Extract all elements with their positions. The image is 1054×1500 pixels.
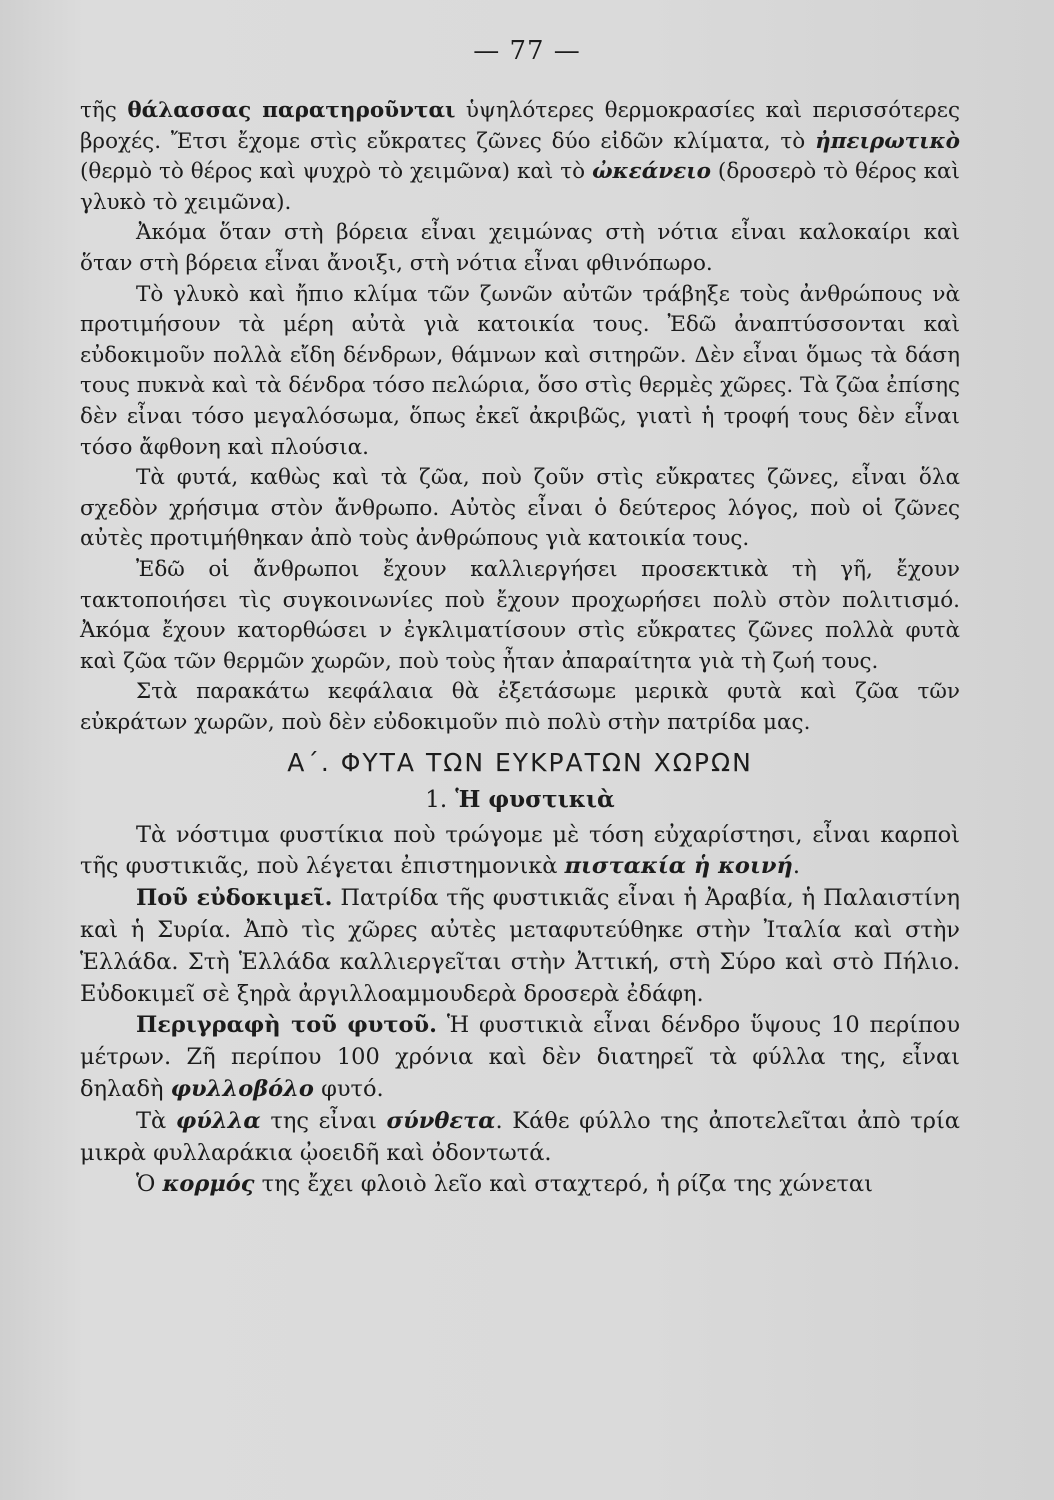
text-run: Τὰ <box>136 1107 176 1134</box>
text-run: (θερμὸ τὸ θέρος καὶ ψυχρὸ τὸ χειμῶνα) καὶ τὸ <box>80 159 593 185</box>
text-run: (δροσερὸ τὸ θέρος καὶ γλυκὸ τὸ χειμῶνα). <box>80 159 960 215</box>
text-run: φυτό. <box>313 1076 384 1103</box>
paragraph-1 <box>80 96 960 218</box>
paragraph-3: Τὸ γλυκὸ καὶ ἤπιο κλίμα τῶν ζωνῶν αὐτῶν τράβηξε τοὺς ἀνθρώπους νὰ προτιμήσουν τὰ μέρη αὐτὰ γιὰ κατοικία τους. Ἐδῶ ἀναπτύσσονται καὶ εὐδοκιμοῦν πολλὰ εἴδη δένδρων, θάμνων καὶ σιτηρῶν. Δὲν εἶναι ὅμως τὰ δάση τους πυκνὰ καὶ τὰ δένδρα τόσο πελώρια, ὅσο στὶς θερμὲς χῶρες. Τὰ ζῶα ἐπίσης δὲν εἶναι τόσο μεγαλόσωμα, ὅπως ἐκεῖ ἀκριβῶς, γιατὶ ἡ τροφή τους δὲν εἶναι τόσο ἄφθονη καὶ πλούσια. <box>80 281 960 460</box>
section-paragraph-1 <box>80 820 960 884</box>
body-text <box>80 96 960 1201</box>
text-run: . Κάθε φύλλο της ἀποτελεῖται ἀπὸ τρία μικρὰ φυλλαράκια ᾠοειδῆ καὶ ὀδοντωτά. <box>80 1107 960 1166</box>
emphasis-term: πιστακία ἡ κοινή <box>564 853 793 880</box>
emphasis-term: φύλλα <box>175 1107 261 1134</box>
run-in-heading: Ποῦ εὐδοκιμεῖ. <box>136 885 333 912</box>
paragraph-6: Στὰ παρακάτω κεφάλαια θὰ ἐξετάσωμε μερικὰ φυτὰ καὶ ζῶα τῶν εὐκράτων χωρῶν, ποὺ δὲν εὐδοκιμοῦν πιὸ πολὺ στὴν πατρίδα μας. <box>80 679 960 735</box>
text-run: Ὁ <box>136 1171 163 1198</box>
text-run: Πατρίδα τῆς φυστικιᾶς εἶναι ἡ Ἀραβία, ἡ Παλαιστίνη καὶ ἡ Συρία. Ἀπὸ τὶς χῶρες αὐτὲς μεταφυτεύθηκε στὴν Ἰταλία καὶ στὴν Ἑλλάδα. Στὴ Ἑλλάδα καλλιεργεῖται στὴν Ἀττική, στὴ Σύρο καὶ στὸ Πήλιο. Εὐδοκιμεῖ σὲ ξηρὰ ἀργιλλοαμμουδερὰ δροσερὰ ἐδάφη. <box>80 885 960 1007</box>
section-paragraph-2 <box>80 883 960 1010</box>
bold-run: θάλασσας παρατηροῦνται <box>127 98 456 123</box>
section-number: 1. <box>425 787 448 814</box>
text-run: της εἶναι <box>260 1107 387 1134</box>
emphasis-term: κορμός <box>162 1171 255 1198</box>
section-title <box>80 785 960 816</box>
text-run: Τὰ νόστιμα φυστίκια ποὺ τρώγομε μὲ τόση εὐχαρίστησι, εἶναι καρποὶ τῆς φυστικιᾶς, ποὺ λέγεται ἐπιστημονικὰ <box>80 821 960 880</box>
run-in-heading: Περιγραφὴ τοῦ φυτοῦ. <box>136 1012 437 1039</box>
emphasis-term: σύνθετα <box>386 1107 496 1134</box>
paragraph-5: Ἐδῶ οἱ ἄνθρωποι ἔχουν καλλιεργήσει προσεκτικὰ τὴ γῆ, ἔχουν τακτοποιήσει τὶς συγκοινωνίες ποὺ ἔχουν προχωρήσει πολὺ στὸν πολιτισμό. Ἀκόμα ἔχουν κατορθώσει ν ἐγκλιματίσουν στὶς εὔκρατες ζῶνες πολλὰ φυτὰ καὶ ζῶα τῶν θερμῶν χωρῶν, ποὺ τοὺς ἦταν ἀπαραίτητα γιὰ τὴ ζωή τους. <box>80 556 960 674</box>
text-run: . <box>792 853 800 880</box>
section-paragraph-5 <box>80 1169 960 1201</box>
text-run: της ἔχει φλοιὸ λεῖο καὶ σταχτερό, ἡ ρίζα της χώνεται <box>254 1171 873 1198</box>
chapter-title: Α΄. ΦΥΤΑ ΤΩΝ ΕΥΚΡΑΤΩΝ ΧΩΡΩΝ <box>287 748 753 778</box>
paragraph-2: Ἀκόμα ὅταν στὴ βόρεια εἶναι χειμώνας στὴ νότια εἶναι καλοκαίρι καὶ ὅταν στὴ βόρεια εἶναι ἄνοιξι, στὴ νότια εἶναι φθινόπωρο. <box>80 220 960 276</box>
text-run: ὑψηλότερες θερμοκρασίες καὶ περισσότερες βροχές. Ἔτσι ἔχομε στὶς εὔκρατες ζῶνες δύο εἰδῶν κλίματα, τὸ <box>80 98 960 154</box>
emphasis-term: ὠκεάνειο <box>592 159 711 185</box>
text-run: τῆς <box>80 98 117 123</box>
page-number: — 77 — <box>473 36 581 66</box>
text-run: Ἡ φυστικιὰ εἶναι δένδρο ὕψους 10 περίπου μέτρων. Ζῆ περίπου 100 χρόνια καὶ δὲν διατηρεῖ τὰ φύλλα της, εἶναι δηλαδὴ <box>80 1012 961 1103</box>
section-paragraph-3 <box>80 1010 960 1105</box>
paragraph-4: Τὰ φυτά, καθὼς καὶ τὰ ζῶα, ποὺ ζοῦν στὶς εὔκρατες ζῶνες, εἶναι ὅλα σχεδὸν χρήσιμα στὸν ἄνθρωπο. Αὐτὸς εἶναι ὁ δεύτερος λόγος, ποὺ οἱ ζῶνες αὐτὲς προτιμήθηκαν ἀπὸ τοὺς ἀνθρώπους γιὰ κατοικία τους. <box>80 465 960 552</box>
emphasis-term: φυλλοβόλο <box>170 1076 314 1103</box>
section-heading: Ἡ φυστικιὰ <box>455 786 615 814</box>
emphasis-term: ἠπειρωτικὸ <box>815 128 960 154</box>
section-paragraph-4 <box>80 1106 960 1170</box>
